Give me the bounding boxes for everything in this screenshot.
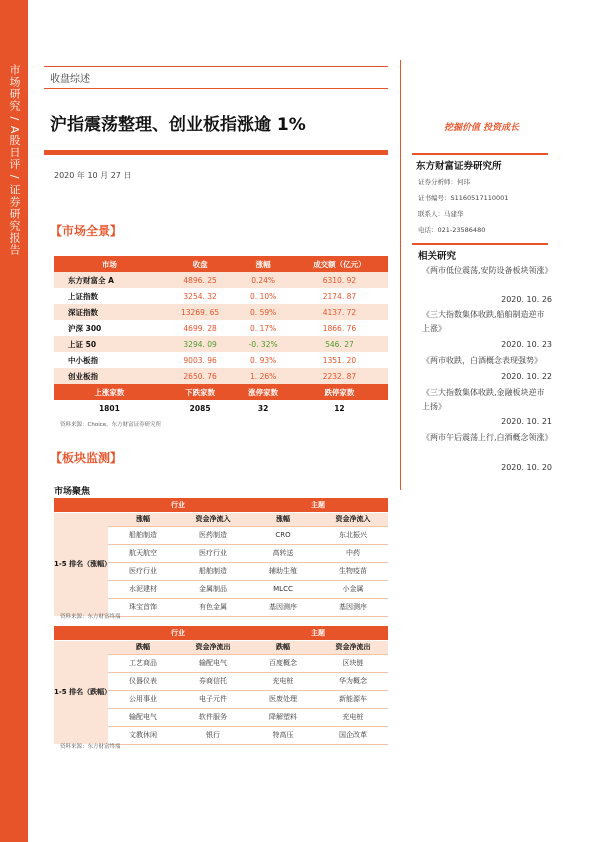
table-row <box>54 288 388 304</box>
count-header-row <box>54 384 388 400</box>
index-turnover: 1351. 20 <box>322 355 357 365</box>
table-cell: 公用事业 <box>108 690 178 708</box>
decliners-count: 2085 <box>189 403 211 413</box>
table-cell: 充电桩 <box>318 708 388 726</box>
table-cell: 仪器仪表 <box>108 672 178 690</box>
left-sidebar-band <box>0 0 28 842</box>
header-cell: 资金净流入 <box>318 512 388 526</box>
header-cell: 涨幅 <box>108 512 178 526</box>
related-item-title: 《两市午后震荡上行,白酒概念领涨》 <box>422 433 553 442</box>
table-cell: 输配电气 <box>108 708 178 726</box>
related-item-date: 2020. 10. 26 <box>501 295 552 304</box>
index-name: 东方财富全 A <box>54 272 165 288</box>
blank-cell <box>54 498 108 512</box>
index-change: 0. 17% <box>250 323 277 333</box>
table-cell: CRO <box>248 526 318 544</box>
table-cell: 华为概念 <box>318 672 388 690</box>
market-focus-title: 市场聚焦 <box>54 487 91 497</box>
column-header-row <box>54 512 388 526</box>
limit-down-count: 12 <box>334 403 345 413</box>
certificate-line: 证书编号：S1160517110001 <box>418 194 509 202</box>
index-name: 上证指数 <box>68 291 98 301</box>
table-cell: 百度概念 <box>248 654 318 672</box>
header-cell: 涨幅 <box>248 512 318 526</box>
index-change: 0. 59% <box>235 304 290 320</box>
top-rule <box>44 66 388 67</box>
table-cell: 船舶制造 <box>108 526 178 544</box>
table-cell: 水泥建材 <box>108 580 178 598</box>
header-cell: 跌幅 <box>108 640 178 654</box>
table-cell: 东北振兴 <box>318 526 388 544</box>
group-theme: 主题 <box>248 498 388 512</box>
related-rule <box>412 243 548 245</box>
table-cell: MLCC <box>248 580 318 598</box>
table-cell: 辅助生殖 <box>248 562 318 580</box>
header-cell: 下跌家数 <box>165 384 236 400</box>
header-cell: 跌停家数 <box>291 384 388 400</box>
table-cell: 基因测序 <box>248 598 318 616</box>
table-cell: 中药 <box>318 544 388 562</box>
index-name: 深证指数 <box>54 304 165 320</box>
header-cell: 涨幅 <box>235 256 290 272</box>
index-change: 0. 10% <box>250 291 277 301</box>
rank-label: 1-5 排名（涨幅） <box>54 512 108 616</box>
related-item-date: 2020. 10. 21 <box>501 417 552 426</box>
index-close: 9003. 96 <box>183 355 217 365</box>
index-change: 0.24% <box>235 272 290 288</box>
gainers-source-note: 资料来源：东方财富终端 <box>60 614 121 620</box>
related-item-date: 2020. 10. 23 <box>501 340 552 349</box>
table-cell: 工艺商品 <box>108 654 178 672</box>
related-research-title: 相关研究 <box>418 251 457 262</box>
index-change: 1. 26% <box>235 368 290 384</box>
sidebar-label: 市场研究 / A股日评 / 证券研究报告 <box>8 64 21 256</box>
index-close: 13269. 65 <box>165 304 236 320</box>
index-name: 创业板指 <box>54 368 165 384</box>
table-cell: 软件服务 <box>178 708 248 726</box>
table-row <box>54 352 388 368</box>
count-row <box>54 400 388 416</box>
related-item-title: 《两市收跌，白酒概念表现强势》 <box>422 356 542 365</box>
table-row <box>54 272 388 288</box>
header-cell: 上涨家数 <box>54 384 165 400</box>
group-theme: 主题 <box>248 626 388 640</box>
table-cell: 生物疫苗 <box>318 562 388 580</box>
related-item-title: 《三大指数集体收跌,船舶制造逆市上涨》 <box>422 310 545 333</box>
table-cell: 金属制品 <box>178 580 248 598</box>
index-turnover: 4137. 72 <box>291 304 388 320</box>
related-item-date: 2020. 10. 20 <box>501 463 552 472</box>
table-cell: 医疗行业 <box>178 544 248 562</box>
top-gainers-table <box>54 498 388 617</box>
table-cell: 银行 <box>178 726 248 744</box>
table-cell: 新能源车 <box>318 690 388 708</box>
index-turnover: 2232. 87 <box>291 368 388 384</box>
report-title: 沪指震荡整理、创业板指涨逾 1% <box>50 115 306 135</box>
table-row <box>54 368 388 384</box>
group-industry: 行业 <box>108 626 248 640</box>
index-close: 2650. 76 <box>165 368 236 384</box>
blank-cell <box>54 626 108 640</box>
market-overview-heading: 【市场全景】 <box>50 224 123 238</box>
losers-source-note: 资料来源：东方财富终端 <box>60 744 121 750</box>
header-cell: 成交额（亿元） <box>291 256 388 272</box>
firm-name: 东方财富证券研究所 <box>416 161 502 172</box>
phone-line: 电话：021-23586480 <box>418 226 486 234</box>
table-row <box>54 336 388 352</box>
table-cell: 珠宝首饰 <box>108 598 178 616</box>
group-industry: 行业 <box>108 498 248 512</box>
header-cell: 收盘 <box>165 256 236 272</box>
index-turnover: 1866. 76 <box>322 323 357 333</box>
header-cell: 涨停家数 <box>235 384 290 400</box>
index-change: 0. 93% <box>250 355 277 365</box>
header-cell: 市场 <box>54 256 165 272</box>
index-change: -0. 32% <box>235 336 290 352</box>
slogan: 挖掘价值 投资成长 <box>444 123 520 133</box>
header-cell: 资金净流出 <box>318 640 388 654</box>
header-cell: 资金净流出 <box>178 640 248 654</box>
index-name: 上证 50 <box>54 336 165 352</box>
column-header-row <box>54 640 388 654</box>
advancers-count: 1801 <box>98 403 120 413</box>
index-turnover: 546. 27 <box>291 336 388 352</box>
index-close: 3294. 09 <box>165 336 236 352</box>
table-cell: 医废处理 <box>248 690 318 708</box>
limit-up-count: 32 <box>257 403 269 413</box>
related-item-date: 2020. 10. 22 <box>501 372 552 381</box>
table-row <box>54 320 388 336</box>
sector-monitor-heading: 【板块监测】 <box>50 451 123 465</box>
table-cell: 特高压 <box>248 726 318 744</box>
table-cell: 输配电气 <box>178 654 248 672</box>
index-close: 4896. 25 <box>165 272 236 288</box>
index-close: 3254. 32 <box>183 291 217 301</box>
table-cell: 区块链 <box>318 654 388 672</box>
header-cell: 资金净流入 <box>178 512 248 526</box>
table-cell: 文教休闲 <box>108 726 178 744</box>
report-date: 2020 年 10 月 27 日 <box>54 171 132 180</box>
title-underline <box>44 150 388 155</box>
index-turnover: 2174. 87 <box>322 291 357 301</box>
table-row <box>54 304 388 320</box>
market-source-note: 资料来源：Choice，东方财富证券研究所 <box>60 422 162 428</box>
table-cell: 高转送 <box>248 544 318 562</box>
table-cell: 医疗行业 <box>108 562 178 580</box>
column-divider <box>400 60 401 490</box>
related-item-title: 《三大指数集体收跌,金融板块逆市上扬》 <box>422 388 545 411</box>
table-cell: 医药制造 <box>178 526 248 544</box>
table-header-row <box>54 256 388 272</box>
contact-line: 联系人：马建华 <box>418 210 464 218</box>
table-cell: 有色金属 <box>178 598 248 616</box>
table-cell: 电子元件 <box>178 690 248 708</box>
group-header-row <box>54 626 388 640</box>
table-cell: 船舶制造 <box>178 562 248 580</box>
section-rule <box>44 88 388 89</box>
table-cell: 国企改革 <box>318 726 388 744</box>
table-cell: 降解塑料 <box>248 708 318 726</box>
market-overview-table <box>54 256 388 416</box>
analyst-line: 证券分析师：何玮 <box>418 178 470 186</box>
index-turnover: 6310. 92 <box>291 272 388 288</box>
header-cell: 跌幅 <box>248 640 318 654</box>
table-cell: 小金属 <box>318 580 388 598</box>
section-label: 收盘综述 <box>50 74 90 85</box>
rank-label: 1-5 排名（跌幅） <box>54 640 108 744</box>
table-cell: 券商信托 <box>178 672 248 690</box>
top-losers-table <box>54 626 388 745</box>
index-name: 中小板指 <box>68 355 98 365</box>
table-cell: 航天航空 <box>108 544 178 562</box>
group-header-row <box>54 498 388 512</box>
table-cell: 充电桩 <box>248 672 318 690</box>
index-name: 沪深 300 <box>68 323 102 333</box>
index-close: 4699. 28 <box>183 323 217 333</box>
related-item-title: 《两市低位震荡,安防设备板块领涨》 <box>422 266 553 275</box>
table-cell: 基因测序 <box>318 598 388 616</box>
firm-rule <box>412 153 548 155</box>
